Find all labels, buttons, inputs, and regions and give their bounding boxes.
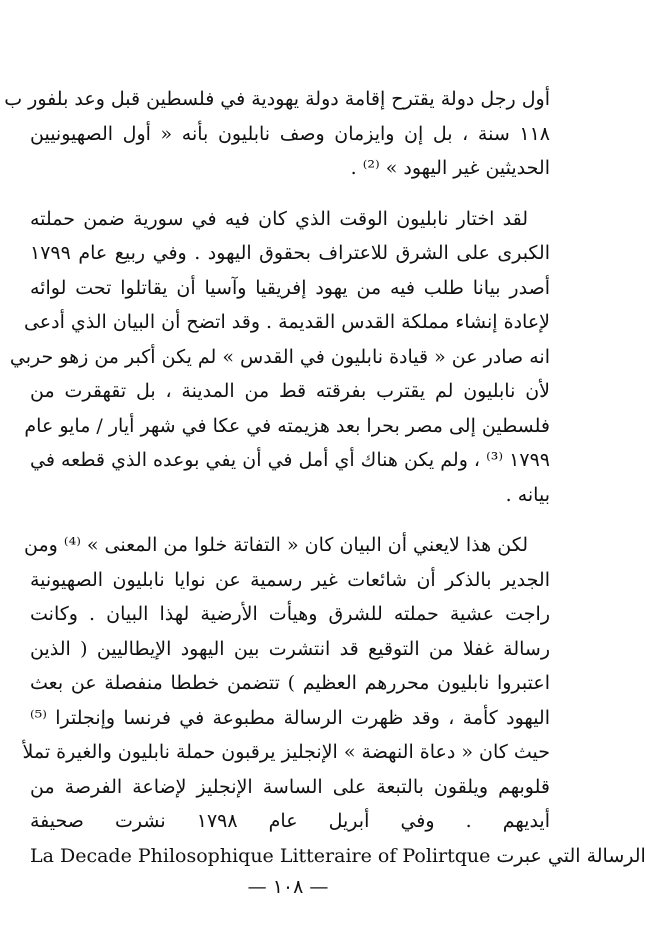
text-line: اعتبروا نابليون محررهم العظيم ) تتضمن خططا منفصلة عن بعث [30,672,550,694]
text-line: La Decade Philosophique Litteraire of Polirtque الرسالة التي عبرت [30,844,646,867]
text-line: حيث كان « دعاة النهضة » الإنجليز يرقبون حملة نابليون والغيرة تملأ [22,741,550,763]
text-line: أول رجل دولة يقترح إقامة دولة يهودية في فلسطين قبل وعد بلفور ب [4,88,550,110]
paragraph-1 [4,82,550,186]
text-line: أيديهم . وفي أبريل عام ١٧٩٨ نشرت صحيفة [30,810,550,832]
paragraph-gap [30,186,550,202]
text-line: لكن هذا لايعني أن البيان كان « التفاتة خلوا من المعنى » ⁽⁴⁾ ومن [24,534,528,556]
text-line: رسالة غفلا من التوقيع قد انتشرت بين اليهود الإيطاليين ( الذين [30,637,550,660]
text-line: قلوبهم ويلقون بالتبعة على الساسة الإنجليز لإضاعة الفرصة من [30,775,550,798]
text-line: أصدر بيانا طلب فيه من يهود إفريقيا وآسيا أن يقاتلوا تحت لوائه [30,276,550,299]
text-line: انه صادر عن « قيادة نابليون في القدس » لم يكن أكبر من زهو حربي [9,345,550,368]
paragraph-3 [22,528,646,873]
text-line: بيانه . [505,483,550,506]
text-line: الكبرى على الشرق للاعتراف بحقوق اليهود . وفي ربيع عام ١٧٩٩ [30,242,550,264]
page-number: — ١٠٨ — [247,876,329,898]
text-line: راجت عشية حملته للشرق وهيأت الأرضية لهذا البيان . وكانت [30,603,550,625]
text-line: الجدير بالذكر أن شائعات غير رسمية عن نوايا نابليون الصهيونية [30,568,550,591]
paragraph-2 [9,202,550,513]
text-line: الحديثين غير اليهود » ⁽²⁾ . [350,157,550,179]
text-line: لإعادة إنشاء مملكة القدس القديمة . وقد اتضح أن البيان الذي أدعى [23,311,550,333]
paragraph-gap [30,512,550,528]
text-line: لقد اختار نابليون الوقت الذي كان فيه في سورية ضمن حملته [30,207,528,230]
text-line: ١٧٩٩ ⁽³⁾ ، ولم يكن هناك أي أمل في أن يفي بوعده الذي قطعه في [30,449,550,471]
text-line: اليهود كأمة ، وقد ظهرت الرسالة مطبوعة في فرنسا وإنجلترا ⁽⁵⁾ [30,706,550,729]
text-line: فلسطين إلى مصر بحرا بعد هزيمته في عكا في شهر أيار / مايو عام [24,414,550,437]
page-body [4,82,646,873]
text-line: ١١٨ سنة ، بل إن وايزمان وصف نابليون بأنه « أول الصهيونيين [30,122,550,145]
text-line: لأن نابليون لم يقترب بفرقته قط من المدينة ، بل تقهقرت من [30,380,550,402]
